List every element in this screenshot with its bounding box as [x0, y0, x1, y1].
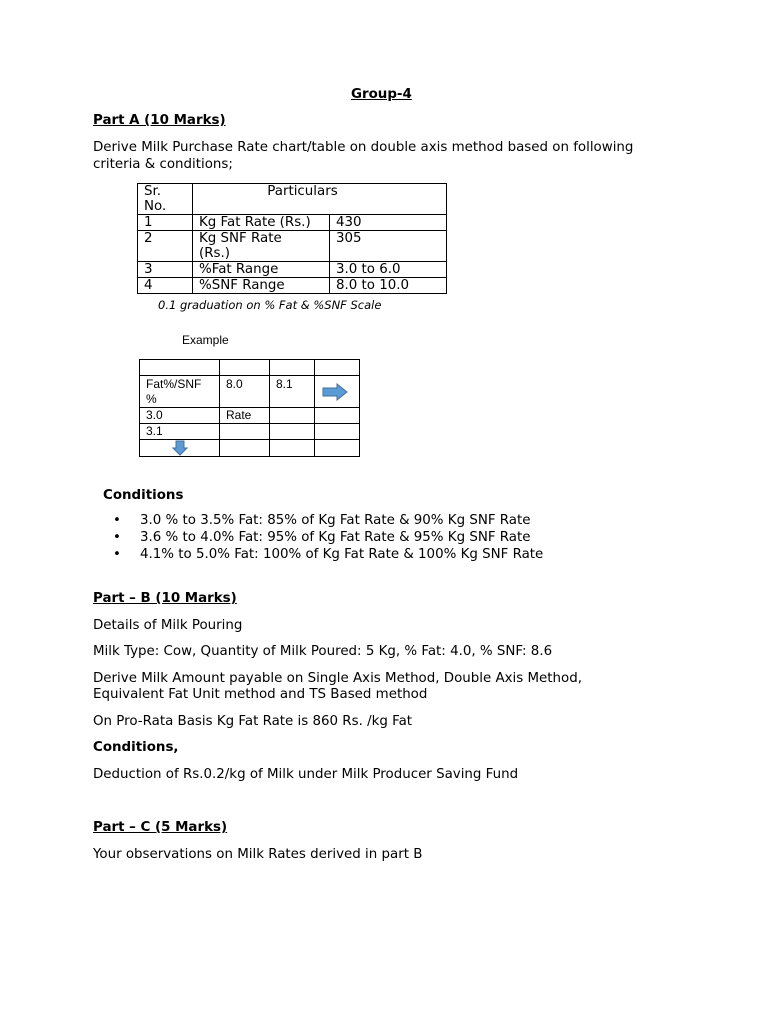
criteria-table — [137, 183, 447, 294]
corner-header — [140, 376, 220, 408]
cell-particular-line2: (Rs.) — [199, 246, 230, 261]
rate-cell: Rate — [220, 408, 270, 424]
bullet: • — [113, 530, 121, 545]
table-row — [138, 215, 447, 231]
part-b-pro-rata: On Pro-Rata Basis Kg Fat Rate is 860 Rs. /kg Fat — [93, 714, 413, 729]
cell-value: 430 — [330, 215, 447, 231]
example-table — [139, 359, 360, 457]
cell-particular — [193, 231, 330, 262]
part-a-heading: Part A (10 Marks) — [93, 113, 226, 128]
part-c-observations: Your observations on Milk Rates derived in part B — [93, 847, 423, 862]
header-sr-line2: No. — [144, 199, 167, 214]
snf-header-cell: 8.0 — [220, 376, 270, 408]
part-b-details: Details of Milk Pouring — [93, 618, 243, 633]
cell-empty — [270, 408, 315, 424]
cell-sr: 4 — [138, 278, 193, 294]
cell-sr: 3 — [138, 262, 193, 278]
part-b-derive-line1: Derive Milk Amount payable on Single Axis Method, Double Axis Method, — [93, 671, 582, 686]
part-b-milk-type: Milk Type: Cow, Quantity of Milk Poured: 5 Kg, % Fat: 4.0, % SNF: 8.6 — [93, 644, 553, 659]
table-row — [138, 184, 447, 215]
cell-empty — [315, 360, 360, 376]
cell-empty — [220, 360, 270, 376]
table-row — [140, 440, 360, 457]
cell-value: 8.0 to 10.0 — [330, 278, 447, 294]
list-item — [113, 529, 543, 546]
part-b-derive-line2: Equivalent Fat Unit method and TS Based method — [93, 687, 428, 702]
conditions-list — [112, 512, 543, 563]
cell-particular: %SNF Range — [193, 278, 330, 294]
cell-empty — [220, 440, 270, 457]
right-arrow-icon — [315, 376, 360, 408]
corner-header-line1: Fat%/SNF — [146, 377, 202, 391]
header-sr-line1: Sr. — [144, 184, 162, 199]
part-b-heading: Part – B (10 Marks) — [93, 591, 237, 606]
part-b-conditions-heading: Conditions, — [93, 740, 179, 755]
down-arrow-icon — [140, 440, 220, 457]
cell-empty — [220, 424, 270, 440]
cell-value: 3.0 to 6.0 — [330, 262, 447, 278]
fat-row-header: 3.0 — [140, 408, 220, 424]
list-item — [113, 546, 544, 563]
fat-row-header: 3.1 — [140, 424, 220, 440]
corner-header-line2: % — [146, 392, 157, 406]
cell-particular: %Fat Range — [193, 262, 330, 278]
cell-sr: 1 — [138, 215, 193, 231]
bullet: • — [113, 547, 121, 562]
table-row — [140, 376, 360, 408]
bullet: • — [113, 513, 121, 528]
table-row — [138, 278, 447, 294]
header-sr-no — [138, 184, 193, 215]
cell-empty — [270, 360, 315, 376]
graduation-note: 0.1 graduation on % Fat & %SNF Scale — [158, 298, 382, 312]
part-c-heading: Part – C (5 Marks) — [93, 820, 228, 835]
cell-empty — [140, 360, 220, 376]
part-a-intro-line2: criteria & conditions; — [93, 157, 233, 172]
snf-header-cell: 8.1 — [270, 376, 315, 408]
table-row — [138, 231, 447, 262]
part-b-deduction: Deduction of Rs.0.2/kg of Milk under Milk Producer Saving Fund — [93, 767, 519, 782]
condition-text: 3.6 % to 4.0% Fat: 95% of Kg Fat Rate & 95% Kg SNF Rate — [140, 530, 531, 545]
condition-text: 4.1% to 5.0% Fat: 100% of Kg Fat Rate & 100% Kg SNF Rate — [140, 547, 544, 562]
cell-empty — [270, 424, 315, 440]
cell-empty — [270, 440, 315, 457]
cell-value: 305 — [330, 231, 447, 262]
cell-particular-line1: Kg SNF Rate — [199, 231, 282, 246]
example-label: Example — [182, 333, 229, 347]
header-particulars: Particulars — [193, 184, 447, 215]
conditions-heading: Conditions — [103, 488, 184, 503]
condition-text: 3.0 % to 3.5% Fat: 85% of Kg Fat Rate & 90% Kg SNF Rate — [140, 513, 531, 528]
table-row — [140, 408, 360, 424]
part-a-intro-line1: Derive Milk Purchase Rate chart/table on double axis method based on following — [93, 140, 634, 155]
table-row — [138, 262, 447, 278]
cell-sr: 2 — [138, 231, 193, 262]
table-row — [140, 424, 360, 440]
table-row — [140, 360, 360, 376]
cell-empty — [315, 424, 360, 440]
list-item — [113, 512, 543, 529]
cell-empty — [315, 440, 360, 457]
cell-particular: Kg Fat Rate (Rs.) — [193, 215, 330, 231]
cell-empty — [315, 408, 360, 424]
page-title: Group-4 — [351, 87, 412, 102]
